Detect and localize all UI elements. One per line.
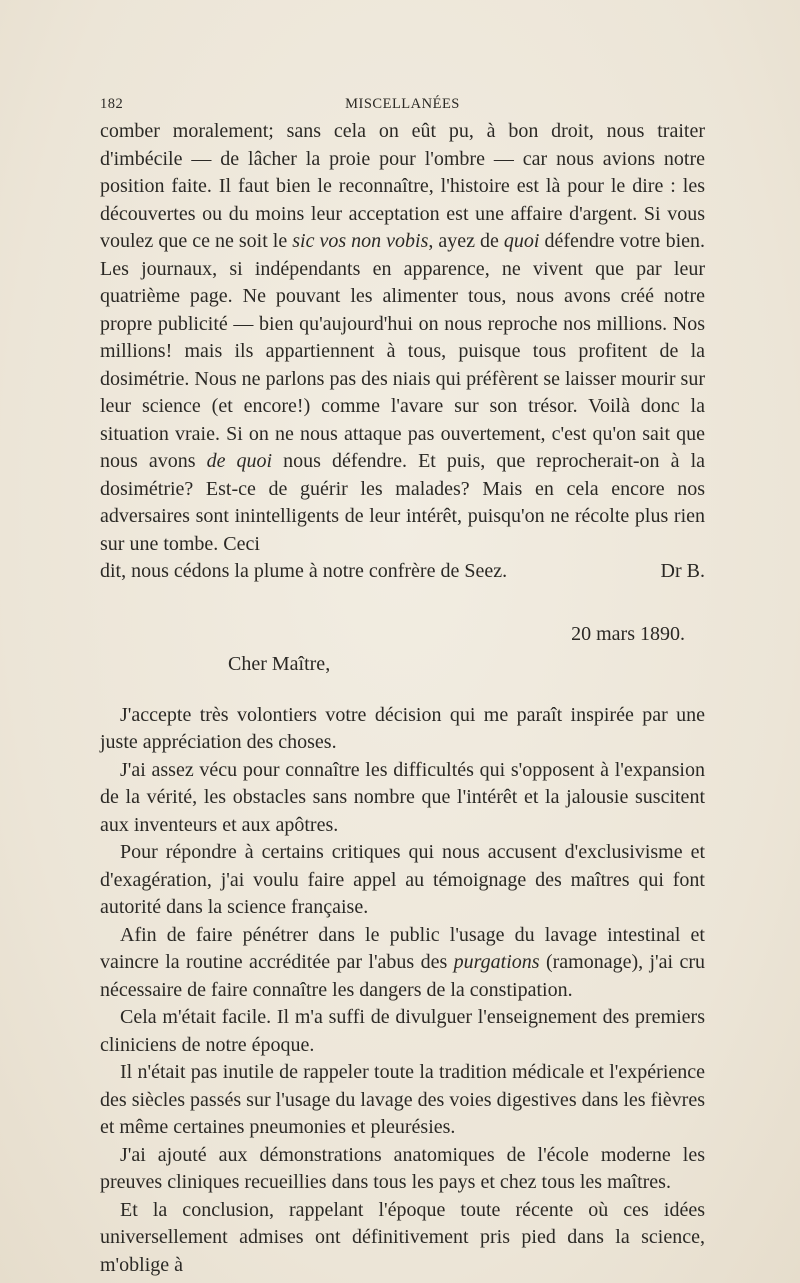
letter-paragraph-2: J'ai assez vécu pour connaître les difficultés qui s'opposent à l'expansion de la vérité, les obstacles sans nombre que l'intérêt et la jalousie suscitent aux inventeurs et aux apôtres. [100,758,705,836]
body-text [100,118,705,1279]
letter-paragraph-1: J'accepte très volontiers votre décision qui me paraît inspirée par une juste appréciation des choses. [100,703,705,753]
letter-paragraph-6: Il n'était pas inutile de rappeler toute la tradition médicale et l'expérience des siècles passés sur l'usage du lavage des voies digestives dans les fièvres et même certaines pneumonies et pleurésies. [100,1061,705,1138]
letter-salutation: Cher Maître, [228,652,331,675]
letter-paragraph-3: Pour répondre à certains critiques qui nous accusent d'exclusivisme et d'exagération, j'ai voulu faire appel au témoignage des maîtres qui font autorité dans la science française. [100,841,705,918]
running-title: MISCELLANÉES [345,96,460,112]
intro-paragraph [100,118,705,558]
letter-paragraph-8: Et la conclusion, rappelant l'époque toute récente où ces idées universellement admises ont définitivement pris pied dans la science, m'oblige à [100,1198,705,1276]
intro-text-3: défendre votre bien. Les journaux, si indépendants en apparence, ne vivent que par leur quatrième page. Ne pouvant les alimenter tous, nous avons créé notre propre publicité — bien qu'aujourd'hui on nous reproche nos millions. Nos millions! mais ils appartiennent à tous, puisque tous profitent de la dosimétrie. Nous ne parlons pas des niais qui préfèrent se laisser mourir sur leur science (et encore!) comme l'avare sur son trésor. Voilà donc la situation vraie. Si on ne nous attaque pas ouvertement, c'est qu'on sait que nous avons [100,230,706,472]
letter-p4-text-1: Afin de faire pénétrer dans le public l'usage du lavage intestinal et vaincre la routine accréditée par l'abus des [100,923,705,973]
intro-italic-2: quoi [503,230,540,252]
intro-signoff-line [100,558,705,586]
letter-paragraph-5: Cela m'était facile. Il m'a suffi de divulguer l'enseignement des premiers cliniciens de notre époque. [100,1006,705,1056]
intro-text-2: , ayez de [428,230,504,252]
signature: Dr B. [660,560,705,582]
intro-italic-1: sic vos non vobis [292,230,429,252]
letter-body [100,702,705,1280]
intro-text-4: nous défendre. Et puis, que reprocherait-on à la dosimétrie? Est-ce de guérir les malades? Mais en cela encore nos adversaires sont inintelligents de leur intérêt, puisqu'on ne récolte plus rien sur une tombe. Ceci [100,450,705,555]
letter-p4-text-2: (ramonage), j'ai cru nécessaire de faire connaître les dangers de la constipation. [100,951,705,1001]
intro-text-1: comber moralement; sans cela on eût pu, à bon droit, nous traiter d'imbécile — de lâcher la proie pour l'ombre — car nous avions notre position faite. Il faut bien le reconnaître, l'histoire est là pour le dire : les découvertes ou du moins leur acceptation est une affaire d'argent. Si vous voulez que ce ne soit le [100,120,705,252]
letter-paragraph-7: J'ai ajouté aux démonstrations anatomiques de l'école moderne les preuves cliniques recueillies dans tous les pays et chez tous les maîtres. [100,1143,705,1193]
intro-last-line: dit, nous cédons la plume à notre confrère de Seez. [100,560,508,582]
letter-paragraph-4 [100,922,705,1005]
page-number: 182 [100,96,124,112]
letter-date: 20 mars 1890. [571,622,685,645]
letter-p4-italic: purgations [453,951,540,973]
intro-italic-3: de quoi [206,450,273,472]
page-header [100,96,705,118]
